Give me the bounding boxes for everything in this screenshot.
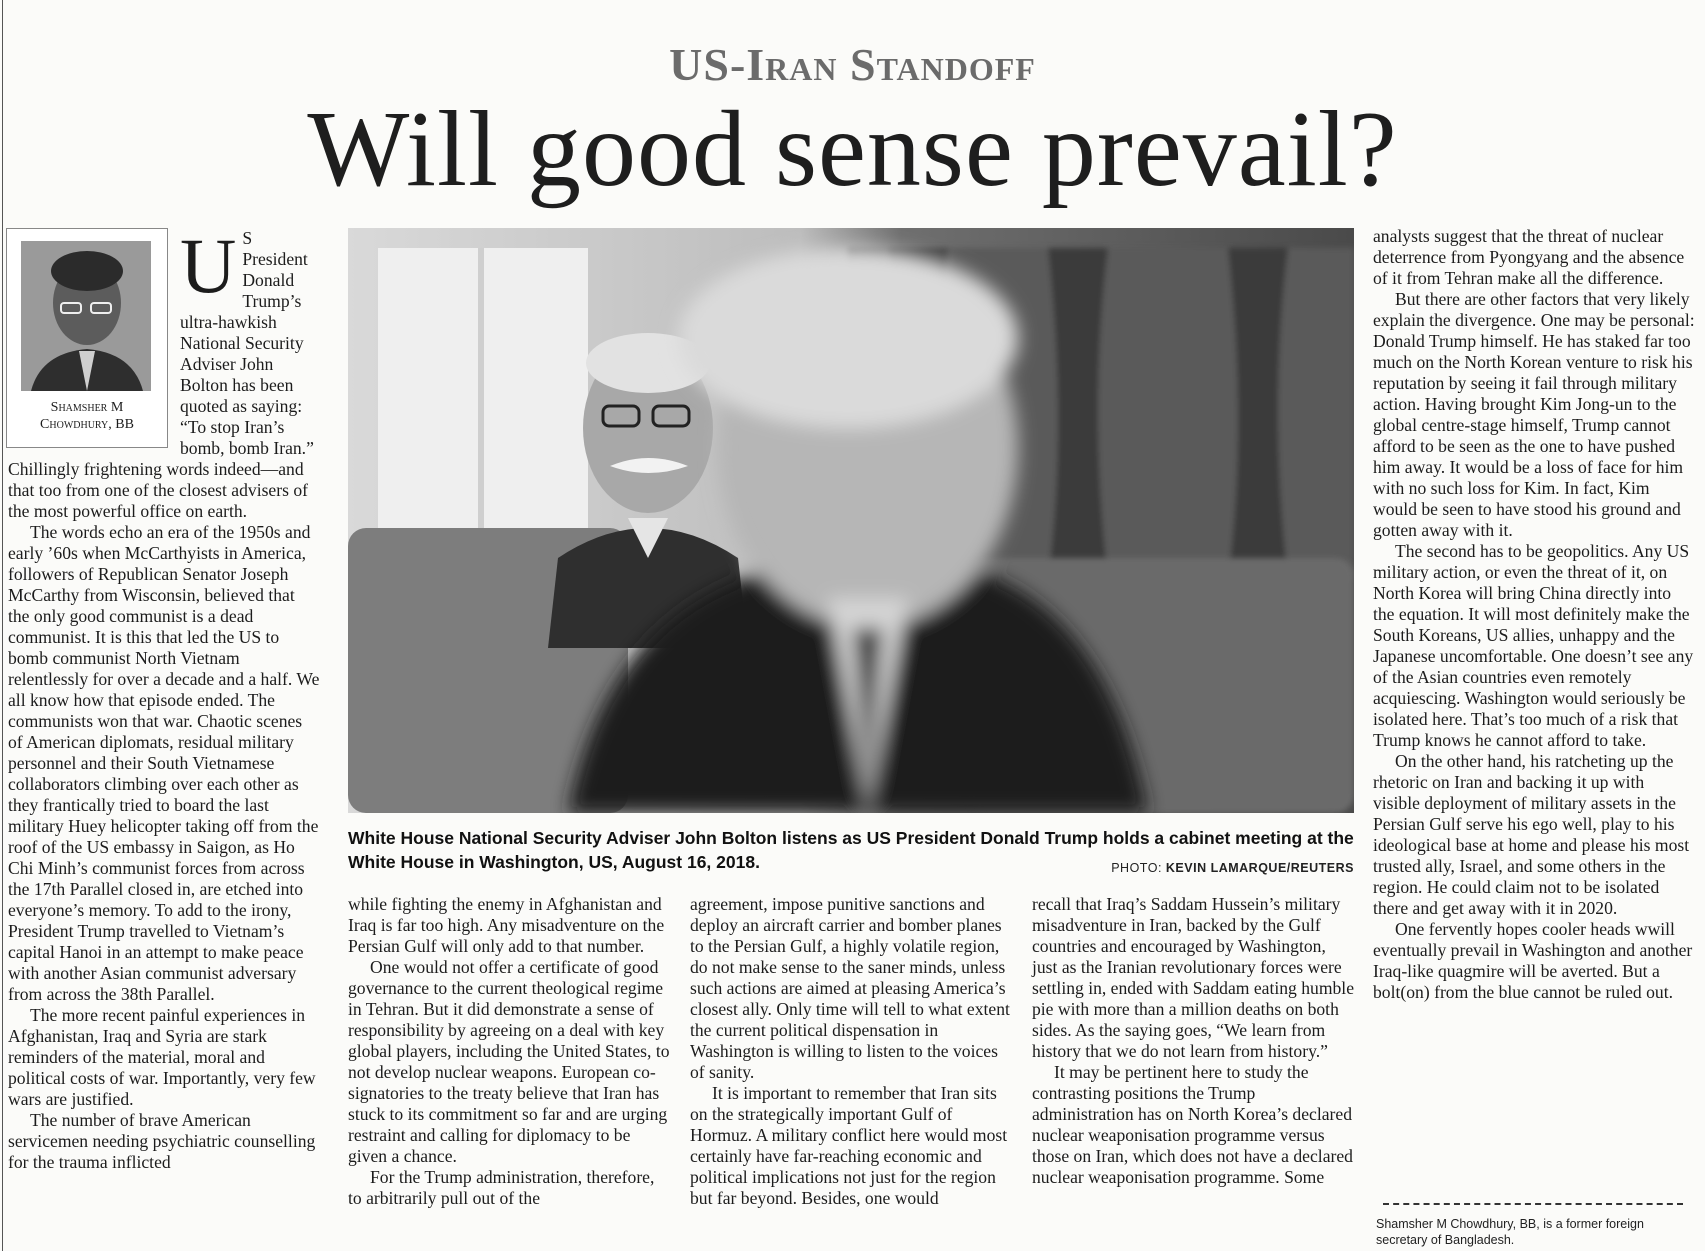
headline: Will good sense prevail?	[307, 90, 1398, 209]
paragraph: It is important to remember that Iran sits on the strategically important Gulf of Hormuz. A military conflict here would most certainly have far-reaching economic and political implications not just for the region but far beyond. Besides, one would	[690, 1083, 1008, 1208]
paragraph: The number of brave American servicemen needing psychiatric counselling for the trauma inflicted	[8, 1110, 316, 1172]
photo-credit	[1111, 861, 1354, 875]
section-kicker: US-Iran Standoff	[669, 39, 1036, 90]
author-photo	[21, 241, 151, 391]
paragraph: recall that Iraq’s Saddam Hussein’s military misadventure in Iran, backed by the Gulf countries and encouraged by Washington, just as the Iranian revolutionary forces were settling in, ended with Saddam eating humble pie with more than a million deaths on both sides. As the saying goes, “We learn from history that we do not learn from history.”	[1032, 894, 1355, 1061]
paragraph: agreement, impose punitive sanctions and deploy an aircraft carrier and bomber planes to the Persian Gulf, a highly volatile region, do not make sense to the saner minds, unless such actions are aimed at pleasing America’s closest ally. Only time will tell to what extent the current political dispensation in Washington is willing to listen to the voices of sanity.	[690, 894, 1010, 1082]
paragraph: analysts suggest that the threat of nuclear deterrence from Pyongyang and the absence of it from Tehran make all the difference.	[1373, 226, 1685, 288]
article-column-4	[1032, 894, 1354, 1188]
author-bio: Shamsher M Chowdhury, BB, is a former foreign secretary of Bangladesh.	[1376, 1217, 1644, 1247]
photo-credit-prefix: PHOTO:	[1111, 861, 1162, 875]
paragraph: The more recent painful experiences in Afghanistan, Iraq and Syria are stark reminders of the material, moral and political costs of war. Importantly, very few wars are justified.	[8, 1005, 316, 1109]
author-name-line-2: Chowdhury, BB	[40, 417, 134, 432]
main-photo	[348, 228, 1354, 813]
article-column-2	[348, 894, 670, 1209]
paragraph: On the other hand, his ratcheting up the rhetoric on Iran and backing it up with visible deployment of military assets in the Persian Gulf serve his ego well, play to his ideological base at home and please his most trusted ally, Israel, and some others in the region. He could claim not to be isolated there and get away with it in 2020.	[1373, 751, 1690, 918]
author-name	[7, 399, 167, 433]
paragraph: while fighting the enemy in Afghanistan and Iraq is far too high. Any misadventure on the Persian Gulf will only add to that number.	[348, 894, 665, 956]
article-column-1	[8, 222, 320, 1173]
paragraph: One would not offer a certificate of good governance to the current theological regime in Tehran. But it did demonstrate a sense of responsibility by agreeing on a deal with key global players, including the United States, to not develop nuclear weapons. European co-signatories to the treaty believe that Iran has stuck to its commitment so far and are urging restraint and calling for diplomacy to be given a chance.	[348, 957, 670, 1166]
paragraph: S President Donald Trump’s ultra-hawkish National Security Adviser John Bolton has been quoted as saying: “To stop Iran’s bomb, bomb Iran.” Chillingly frightening words indeed—and that too from one of the closest advisers of the most powerful office on earth.	[8, 228, 314, 521]
article-column-3	[690, 894, 1012, 1209]
author-byline-box	[6, 228, 168, 448]
paragraph: For the Trump administration, therefore, to arbitrarily pull out of the	[348, 1167, 655, 1208]
article-column-5	[1373, 226, 1695, 1003]
drop-cap: U	[180, 222, 237, 309]
photo-credit-name: KEVIN LAMARQUE/REUTERS	[1165, 861, 1354, 875]
paragraph: It may be pertinent here to study the contrasting positions the Trump administration has on North Korea’s declared nuclear weaponisation programme versus those on Iran, which does not have a declared nuclear weaponisation programme. Some	[1032, 1062, 1353, 1187]
paragraph: But there are other factors that very likely explain the divergence. One may be personal: Donald Trump himself. He has staked far too much on the North Korean venture to risk his reputation by seeing it fail through military action. Having brought Kim Jong-un to the global centre-stage himself, Trump cannot afford to be seen as the one to have pushed him away. It would be a loss of face for him with no such loss for Kim. In fact, Kim would be seen to have stood his ground and gotten away with it.	[1373, 289, 1695, 540]
paragraph: One fervently hopes cooler heads wwill eventually prevail in Washington and another Iraq-like quagmire will be averted. But a bolt(on) from the blue cannot be ruled out.	[1373, 919, 1693, 1002]
paragraph: The second has to be geopolitics. Any US military action, or even the threat of it, on North Korea will bring China directly into the equation. It will most definitely make the South Koreans, US allies, unhappy and the Japanese uncomfortable. One doesn’t see any of the Asian countries even remotely acquiescing. Washington would seriously be isolated here. That’s too much of a risk that Trump knows he cannot afford to take.	[1373, 541, 1694, 750]
photo-caption: White House National Security Adviser John Bolton listens as US President Donald Trump holds a cabinet meeting at the White House in Washington, US, August 16, 2018.	[348, 828, 1354, 872]
bio-divider	[1383, 1203, 1683, 1205]
paragraph: The words echo an era of the 1950s and early ’60s when McCarthyists in America, followers of Republican Senator Joseph McCarthy from Wisconsin, believed that the only good communist is a dead communist. It is this that led the US to bomb communist North Vietnam relentlessly for over a decade and a half. We all know how that episode ended. The communists won that war. Chaotic scenes of American diplomats, residual military personnel and their South Vietnamese collaborators climbing over each other as they frantically tried to board the last military Huey helicopter taking off from the roof of the US embassy in Saigon, as Ho Chi Minh’s communist forces from across the 17th Parallel closed in, are etched into everyone’s memory. To add to the irony, President Trump travelled to Vietnam’s capital Hanoi in an attempt to make peace with another Asian communist adversary from across the 38th Parallel.	[8, 522, 320, 1004]
author-name-line-1: Shamsher M	[50, 400, 124, 415]
